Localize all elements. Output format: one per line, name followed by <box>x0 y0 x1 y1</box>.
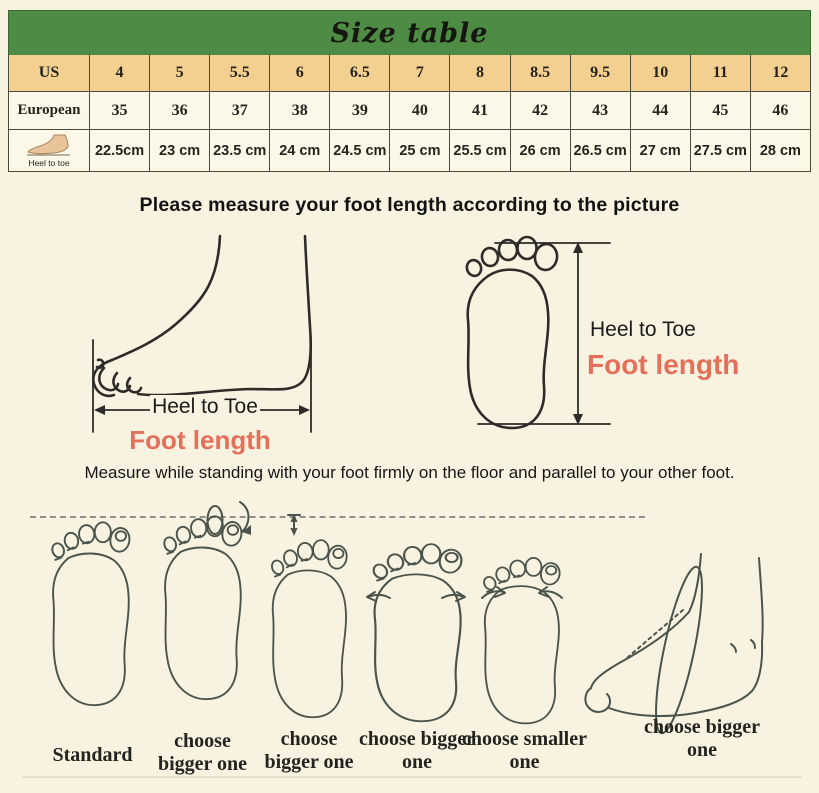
foot-girth-figure <box>583 552 778 742</box>
foot-side-icon <box>24 133 74 157</box>
size-cell: 5 <box>150 55 210 92</box>
size-cell: 24.5 cm <box>330 130 390 172</box>
size-cell: 39 <box>330 92 390 130</box>
size-cell: 27.5 cm <box>691 130 751 172</box>
foot-length-label: Foot length <box>587 349 740 380</box>
size-cell: 9.5 <box>571 55 631 92</box>
heel-to-toe-label: Heel to Toe <box>590 318 696 341</box>
size-cell: 7 <box>390 55 450 92</box>
size-cell: 8 <box>450 55 510 92</box>
heel-to-toe-caption: Heel to toe <box>28 158 70 168</box>
size-cell: 6 <box>270 55 330 92</box>
side-view-diagram <box>60 232 390 460</box>
size-cell: 44 <box>631 92 691 130</box>
footprint-narrow-figure <box>470 498 575 733</box>
size-table-row <box>9 130 811 172</box>
row-label: US <box>9 55 90 92</box>
fit-label-bigger-1: choose bigger one <box>157 730 248 775</box>
size-cell: 11 <box>691 55 751 92</box>
size-cell: 23.5 cm <box>210 130 270 172</box>
foot-length-label: Foot length <box>129 425 271 455</box>
size-cell: 5.5 <box>210 55 270 92</box>
size-cell: 6.5 <box>330 55 390 92</box>
size-cell: 25 cm <box>390 130 450 172</box>
size-cell: 4 <box>90 55 150 92</box>
size-table-header <box>8 10 811 56</box>
size-cell: 26.5 cm <box>571 130 631 172</box>
size-table-body <box>8 55 811 172</box>
standing-note: Measure while standing with your foot firmly on the floor and parallel to your other foot. <box>84 463 735 482</box>
size-cell: 25.5 cm <box>450 130 510 172</box>
sole-foot-illustration <box>450 232 780 460</box>
size-cell: 43 <box>571 92 631 130</box>
size-table-row <box>9 55 811 92</box>
sole-view-diagram <box>450 232 780 460</box>
fit-label-bigger-4: choose bigger one <box>643 716 761 761</box>
size-cell: 12 <box>751 55 811 92</box>
footprint-long-toe-figure <box>150 498 255 730</box>
fit-label-smaller: choose smaller one <box>462 728 587 773</box>
size-cell: 41 <box>450 92 510 130</box>
size-cell: 8.5 <box>511 55 571 92</box>
size-cell: 23 cm <box>150 130 210 172</box>
size-cell: 35 <box>90 92 150 130</box>
size-cell: 27 cm <box>631 130 691 172</box>
fit-label-bigger-3: choose bigger one <box>358 728 476 773</box>
footprint-wide-figure <box>360 498 472 733</box>
measure-heading: Please measure your foot length according to the picture <box>139 194 680 216</box>
size-table-title: Size table <box>330 17 489 49</box>
size-cell: 40 <box>390 92 450 130</box>
footprint-standard-figure <box>40 514 140 729</box>
size-table-row <box>9 92 811 130</box>
size-cell: 46 <box>751 92 811 130</box>
size-cell: 38 <box>270 92 330 130</box>
heel-to-toe-label: Heel to Toe <box>150 395 260 419</box>
bottom-divider <box>22 776 802 778</box>
size-cell: 37 <box>210 92 270 130</box>
fit-label-standard: Standard <box>52 744 133 766</box>
size-cell: 26 cm <box>511 130 571 172</box>
size-cell: 28 cm <box>751 130 811 172</box>
size-cell: 36 <box>150 92 210 130</box>
fit-label-bigger-2: choose bigger one <box>264 728 354 773</box>
size-cell: 10 <box>631 55 691 92</box>
size-cell: 22.5cm <box>90 130 150 172</box>
footprint-short-gap-figure <box>260 498 360 733</box>
size-cell: 24 cm <box>270 130 330 172</box>
size-cell: 45 <box>691 92 751 130</box>
size-cell: 42 <box>511 92 571 130</box>
row-label: European <box>9 92 90 130</box>
row-label <box>9 130 90 172</box>
